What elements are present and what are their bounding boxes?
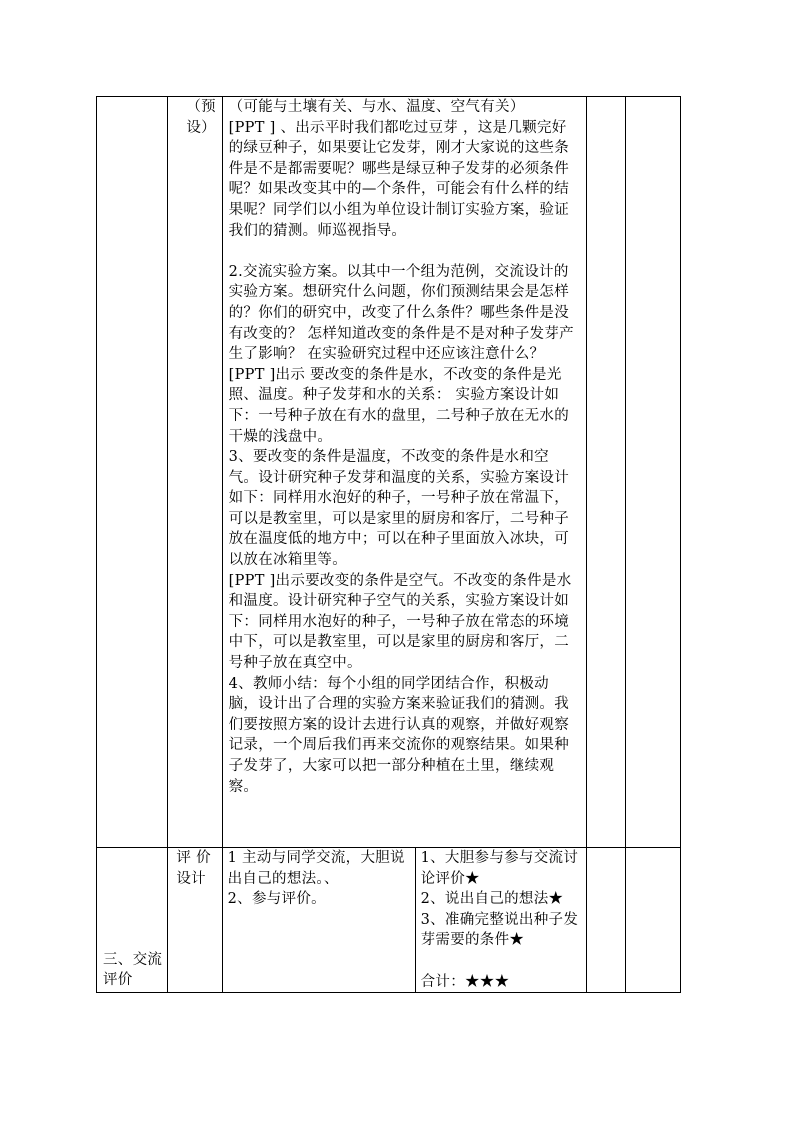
cell-activity-content: [222, 97, 587, 848]
content-paragraph-7: 4、教师小结：每个小组的同学团结合作，积极动脑，设计出了合理的实验方案来验证我们的猜测。我们要按照方案的设计去进行认真的观察，并做好观察记录，一个周后我们再来交流你的观察结果。如果种子发芽了，大家可以把一部分种植在土里，继续观察。: [228, 675, 570, 795]
cell-empty-5: [587, 97, 625, 848]
stage-label: 三、交流评价: [103, 951, 163, 989]
content-paragraph-5: 3、要改变的条件是温度，不改变的条件是水和空气。设计研究种子发芽和温度的关系，实验方案设计如下：同样用水泡好的种子，一号种子放在常温下，可以是教室里，可以是家里的厨房和客厅，二号种子放在温度低的地方中；可以在种子里面放入冰块，可以放在冰箱里等。: [228, 449, 570, 569]
evaluation-design-label: 评 价设计: [176, 850, 211, 887]
criteria-2: 2、说出自己的想法★: [420, 891, 564, 908]
blank-line: [421, 951, 583, 972]
content-paragraph-3: 2.交流实验方案。以其中一个组为范例，交流设计的实验方案。想研究什么问题，你们预测结果会是怎样的？你们的研究中，改变了什么条件？哪些条件是没有改变的？ 怎样知道改变的条件是不是对种子发芽产生了影响？ 在实验研究过程中还应该注意什么？: [228, 263, 574, 363]
content-paragraph-2: [PPT ] 、出示平时我们都吃过豆芽 ，这是几颗完好的绿豆种子，如果要让它发芽，刚才大家说的这些条件是不是都需要呢？哪些是绿豆种子发芽的必须条件呢？如果改变其中的—个条件，可能会有什么样的结果呢？同学们以小组为单位设计制订实验方案，验证我们的猜测。师巡视指导。: [228, 119, 570, 239]
table-row-evaluation: [97, 848, 681, 993]
cell-preset: [168, 97, 222, 848]
criteria-1: 1、大胆参与参与交流讨论评价★: [420, 850, 579, 887]
cell-empty-5b: [587, 848, 625, 993]
lesson-plan-table: [96, 96, 681, 993]
table-row-activity: [97, 97, 681, 848]
cell-stage: [97, 848, 168, 993]
blank-line: [229, 241, 577, 262]
cell-evaluation-design: [168, 848, 222, 993]
content-paragraph-6: [PPT ]出示要改变的条件是空气。不改变的条件是水和温度。设计研究种子空气的关系，实验方案设计如下：同样用水泡好的种子，一号种子放在常态的环境中下，可以是教室里，可以是家里的厨房和客厅，二号种子放在真空中。: [228, 572, 572, 672]
student-goal-2: 2、参与评价。: [227, 891, 326, 908]
cell-stage-empty: [97, 97, 168, 848]
cell-student-goals: [222, 848, 415, 993]
preset-label: （预设）: [186, 99, 216, 136]
criteria-total: 合计：★★★: [420, 973, 510, 990]
cell-empty-6: [625, 97, 680, 848]
content-paragraph-4: [PPT ]出示 要改变的条件是水，不改变的条件是光照、温度。种子发芽和水的关系： 实验方案设计如下：一号种子放在有水的盘里，二号种子放在无水的干燥的浅盘中。: [228, 366, 570, 445]
cell-empty-6b: [625, 848, 680, 993]
student-goal-1: 1 主动与同学交流，大胆说出自己的想法。、: [227, 850, 405, 887]
cell-evaluation-criteria: [415, 848, 587, 993]
criteria-3: 3、准确完整说出种子发芽需要的条件★: [420, 911, 579, 949]
content-paragraph-1: （可能与土壤有关、与水、温度、空气有关）: [228, 99, 525, 115]
